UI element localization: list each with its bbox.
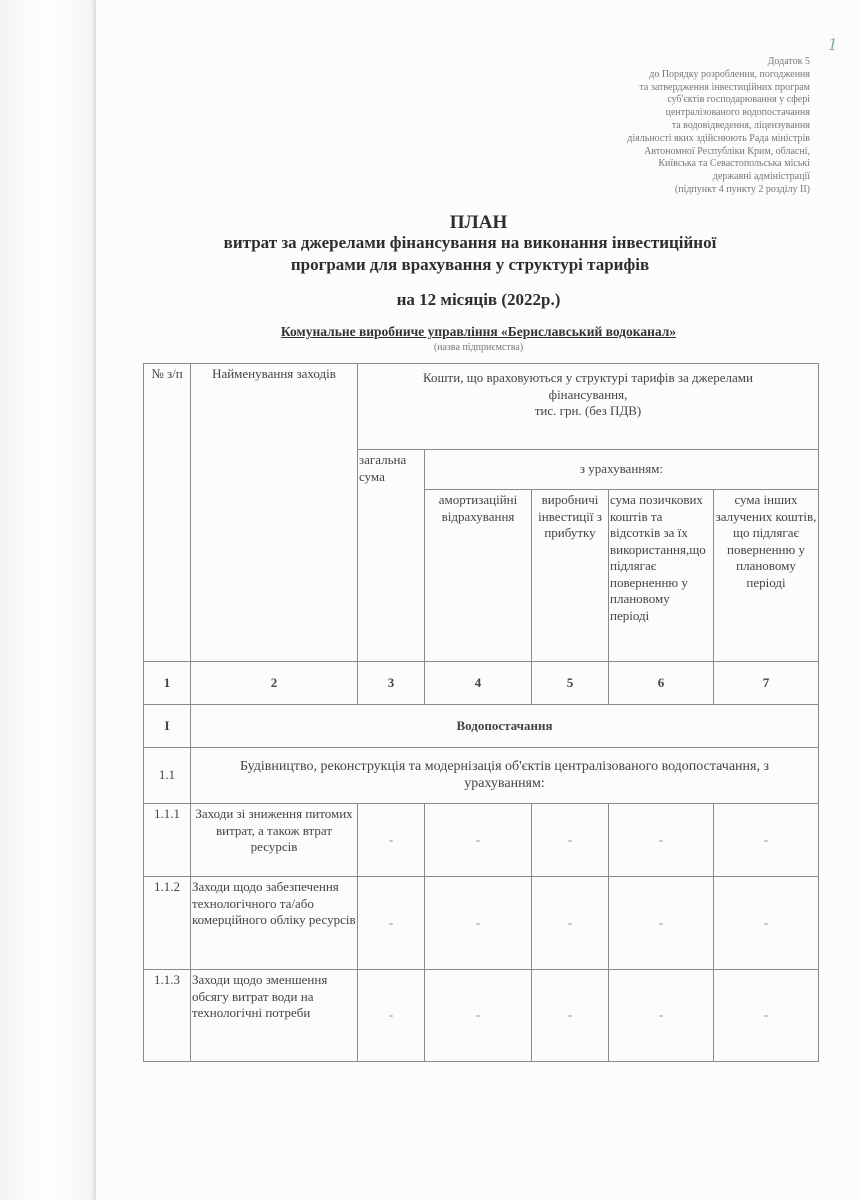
section-title: Водопостачання — [191, 705, 819, 748]
row-name: Заходи щодо зменшення обсягу витрат води на технологічні потреби — [191, 970, 358, 1062]
header-including: з урахуванням: — [425, 450, 819, 490]
row-value: - — [425, 804, 532, 877]
note-line: Автономної Республіки Крим, обласні, — [644, 145, 810, 157]
row-name: Заходи зі зниження питомих витрат, а також втрат ресурсів — [191, 804, 358, 877]
note-line: державні адміністрації — [712, 171, 810, 183]
funds-unit: тис. грн. (без ПДВ) — [534, 403, 642, 418]
page-number: 1 — [828, 34, 837, 54]
note-line: діяльності яких здійснюють Рада міністрів — [627, 132, 810, 144]
row-value: - — [425, 970, 532, 1062]
row-value: - — [358, 804, 425, 877]
row-value: - — [532, 877, 609, 970]
row-value: - — [358, 877, 425, 970]
appendix-note — [520, 56, 810, 197]
row-number: 1.1.1 — [144, 804, 191, 877]
header-amortization: амортизаційні відрахування — [425, 490, 532, 662]
row-value: - — [714, 970, 819, 1062]
header-loans: сума позичкових коштів та відсотків за їх використання,що підлягає поверненню у плановому періоді — [609, 490, 714, 662]
column-number: 2 — [191, 662, 358, 705]
header-other-funds: сума інших залучених коштів, що підлягає поверненню у плановому періоді — [714, 490, 819, 662]
subsection-number: 1.1 — [144, 748, 191, 804]
note-line: та водовідведення, ліцензування — [671, 119, 810, 131]
header-num: № з/п — [144, 364, 191, 662]
row-value: - — [609, 877, 714, 970]
column-number: 1 — [144, 662, 191, 705]
table-row — [144, 804, 819, 877]
header-name: Найменування заходів — [191, 364, 358, 662]
column-number-row — [144, 662, 819, 705]
note-line: Додаток 5 — [767, 56, 810, 67]
subtitle-line: витрат за джерелами фінансування на виконання інвестиційної — [223, 233, 717, 252]
funds-label: Кошти, що враховуються у структурі тарифів за джерелами фінансування, — [423, 370, 753, 402]
row-value: - — [532, 970, 609, 1062]
column-number: 5 — [532, 662, 609, 705]
subtitle-line: програми для врахування у структурі тарифів — [290, 255, 650, 274]
investment-plan-table — [143, 363, 819, 1062]
document-title: ПЛАН — [449, 212, 508, 233]
row-value: - — [714, 804, 819, 877]
note-line: централізованого водопостачання — [665, 107, 810, 119]
plan-period: на 12 місяців (2022р.) — [396, 290, 561, 309]
row-value: - — [609, 804, 714, 877]
row-number: 1.1.3 — [144, 970, 191, 1062]
section-number: I — [144, 705, 191, 748]
column-number: 6 — [609, 662, 714, 705]
document-subtitle — [130, 232, 810, 276]
note-line: суб'єктів господарювання у сфері — [667, 94, 810, 106]
row-value: - — [358, 970, 425, 1062]
row-value: - — [532, 804, 609, 877]
note-line: та затвердження інвестиційних програм — [639, 81, 810, 93]
subsection-title: Будівництво, реконструкція та модернізація об'єктів централізованого водопостачання, з урахуванням: — [191, 748, 819, 804]
row-name: Заходи щодо забезпечення технологічного та/або комерційного обліку ресурсів — [191, 877, 358, 970]
section-row — [144, 705, 819, 748]
column-number: 3 — [358, 662, 425, 705]
subsection-row — [144, 748, 819, 804]
header-investments: виробничі інвестиції з прибутку — [532, 490, 609, 662]
header-funds — [358, 364, 819, 450]
organization-caption: (назва підприємства) — [433, 342, 524, 353]
row-value: - — [609, 970, 714, 1062]
row-value: - — [425, 877, 532, 970]
header-row — [144, 364, 819, 450]
organization-name: Комунальне виробниче управління «Бериславський водоканал» — [280, 324, 677, 339]
note-line: Київська та Севастопольська міські — [658, 158, 810, 170]
row-value: - — [714, 877, 819, 970]
note-line: (підпункт 4 пункту 2 розділу II) — [674, 183, 810, 195]
row-number: 1.1.2 — [144, 877, 191, 970]
header-total: загальна сума — [358, 450, 425, 662]
column-number: 4 — [425, 662, 532, 705]
column-number: 7 — [714, 662, 819, 705]
table-row — [144, 877, 819, 970]
table-row — [144, 970, 819, 1062]
note-line: до Порядку розроблення, погодження — [649, 68, 810, 80]
